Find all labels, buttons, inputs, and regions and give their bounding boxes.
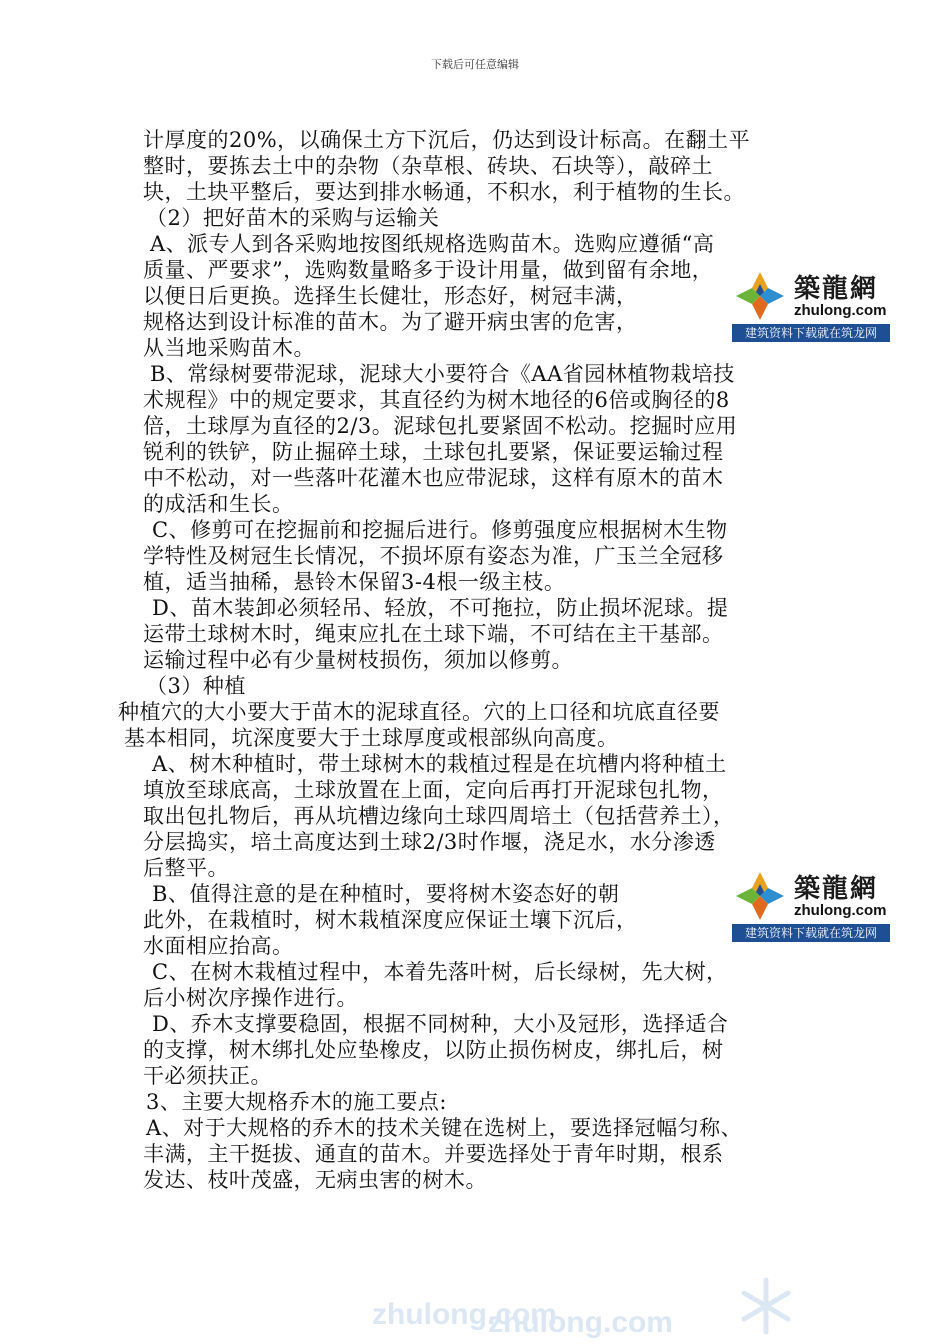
text-line: 后小树次序操作进行。 [143, 986, 358, 1010]
text-line: 此外，在栽植时，树木栽植深度应保证土壤下沉后， [143, 908, 638, 932]
text-line: 丰满，主干挺拔、通直的苗木。并要选择处于青年时期，根系 [143, 1142, 724, 1166]
text-line: 3、主要大规格乔木的施工要点: [146, 1090, 447, 1114]
text-line: A、树木种植时，带土球树木的栽植过程是在坑槽内将种植土 [152, 752, 727, 776]
text-line: 锐利的铁铲，防止掘碎土球，土球包扎要紧，保证要运输过程 [143, 440, 724, 464]
text-line: 从当地采购苗木。 [143, 336, 315, 360]
logo-domain: zhulong.com [794, 302, 887, 319]
watermark-text: zhulong.com [372, 1298, 557, 1331]
text-line: 的成活和生长。 [143, 492, 294, 516]
page-header: 下载后可任意编辑 [431, 58, 519, 71]
text-line: D、乔木支撑要稳固，根据不同树种，大小及冠形，选择适合 [152, 1012, 729, 1036]
text-line: 种植穴的大小要大于苗木的泥球直径。穴的上口径和坑底直径要 [118, 700, 720, 724]
logo-name: 築龍網 [794, 274, 879, 304]
text-line: 后整平。 [143, 856, 229, 880]
text-line: B、值得注意的是在种植时，要将树木姿态好的朝 [152, 882, 620, 906]
text-line: 质量、严要求”，选购数量略多于设计用量，做到留有余地， [143, 258, 714, 282]
zhulong-logo-icon [734, 270, 786, 322]
text-line: A、对于大规格的乔木的技术关键在选树上，要选择冠幅匀称、 [146, 1116, 743, 1140]
text-line: C、在树木栽植过程中，本着先落叶树，后长绿树，先大树， [152, 960, 728, 984]
logo-name: 築龍網 [794, 874, 879, 904]
text-line: 植，适当抽稀，悬铃木保留3-4根一级主枝。 [143, 570, 566, 594]
text-line: C、修剪可在挖掘前和挖掘后进行。修剪强度应根据树木生物 [152, 518, 728, 542]
text-line: 整时，要拣去土中的杂物（杂草根、砖块、石块等），敲碎土 [143, 154, 713, 178]
zhulong-logo-icon [734, 870, 786, 922]
text-line: 学特性及树冠生长情况，不损坏原有姿态为准，广玉兰全冠移 [143, 544, 724, 568]
text-line: 倍，土球厚为直径的2/3。泥球包扎要紧固不松动。挖掘时应用 [143, 414, 738, 438]
zhulong-logo-2 [732, 864, 890, 942]
text-line: D、苗木装卸必须轻吊、轻放，不可拖拉，防止损坏泥球。提 [152, 596, 729, 620]
text-line: 发达、枝叶茂盛，无病虫害的树木。 [143, 1168, 487, 1192]
text-line: 术规程》中的规定要求，其直径约为树木地径的6倍或胸径的8 [143, 388, 730, 412]
text-line: 分层捣实，培土高度达到土球2/3时作堰，浇足水，水分渗透 [143, 830, 716, 854]
text-line: B、常绿树要带泥球，泥球大小要符合《AA省园林植物栽培技 [150, 362, 735, 386]
text-line: 基本相同，坑深度要大于土球厚度或根部纵向高度。 [124, 726, 619, 750]
text-line: 运带土球树木时，绳束应扎在土球下端，不可结在主干基部。 [143, 622, 724, 646]
text-line: （2）把好苗木的采购与运输关 [146, 206, 440, 230]
text-line: 中不松动，对一些落叶花灌木也应带泥球，这样有原木的苗木 [143, 466, 724, 490]
zhulong-logo [732, 264, 890, 342]
text-line: 运输过程中必有少量树枝损伤，须加以修剪。 [143, 648, 573, 672]
watermark-snowflake-icon [736, 1276, 796, 1336]
logo-slogan: 建筑资料下载就在筑龙网 [732, 924, 890, 942]
text-line: 水面相应抬高。 [143, 934, 294, 958]
watermark-text-2: zhulong.com [488, 1306, 673, 1339]
text-line: 以便日后更换。选择生长健壮，形态好，树冠丰满， [143, 284, 638, 308]
logo-domain: zhulong.com [794, 902, 887, 919]
text-line: 干必须扶正。 [143, 1064, 272, 1088]
text-line: 计厚度的20%，以确保土方下沉后，仍达到设计标高。在翻土平 [143, 128, 751, 152]
logo-slogan: 建筑资料下载就在筑龙网 [732, 324, 890, 342]
text-line: A、派专人到各采购地按图纸规格选购苗木。选购应遵循“高 [150, 232, 715, 256]
text-line: 填放至球底高，土球放置在上面，定向后再打开泥球包扎物， [143, 778, 724, 802]
text-line: 的支撑，树木绑扎处应垫橡皮，以防止损伤树皮，绑扎后，树 [143, 1038, 724, 1062]
text-line: 规格达到设计标准的苗木。为了避开病虫害的危害， [143, 310, 638, 334]
text-line: 块，土块平整后，要达到排水畅通，不积水，利于植物的生长。 [143, 180, 745, 204]
text-line: （3）种植 [146, 674, 246, 698]
text-line: 取出包扎物后，再从坑槽边缘向土球四周培土（包括营养土）， [143, 804, 735, 828]
